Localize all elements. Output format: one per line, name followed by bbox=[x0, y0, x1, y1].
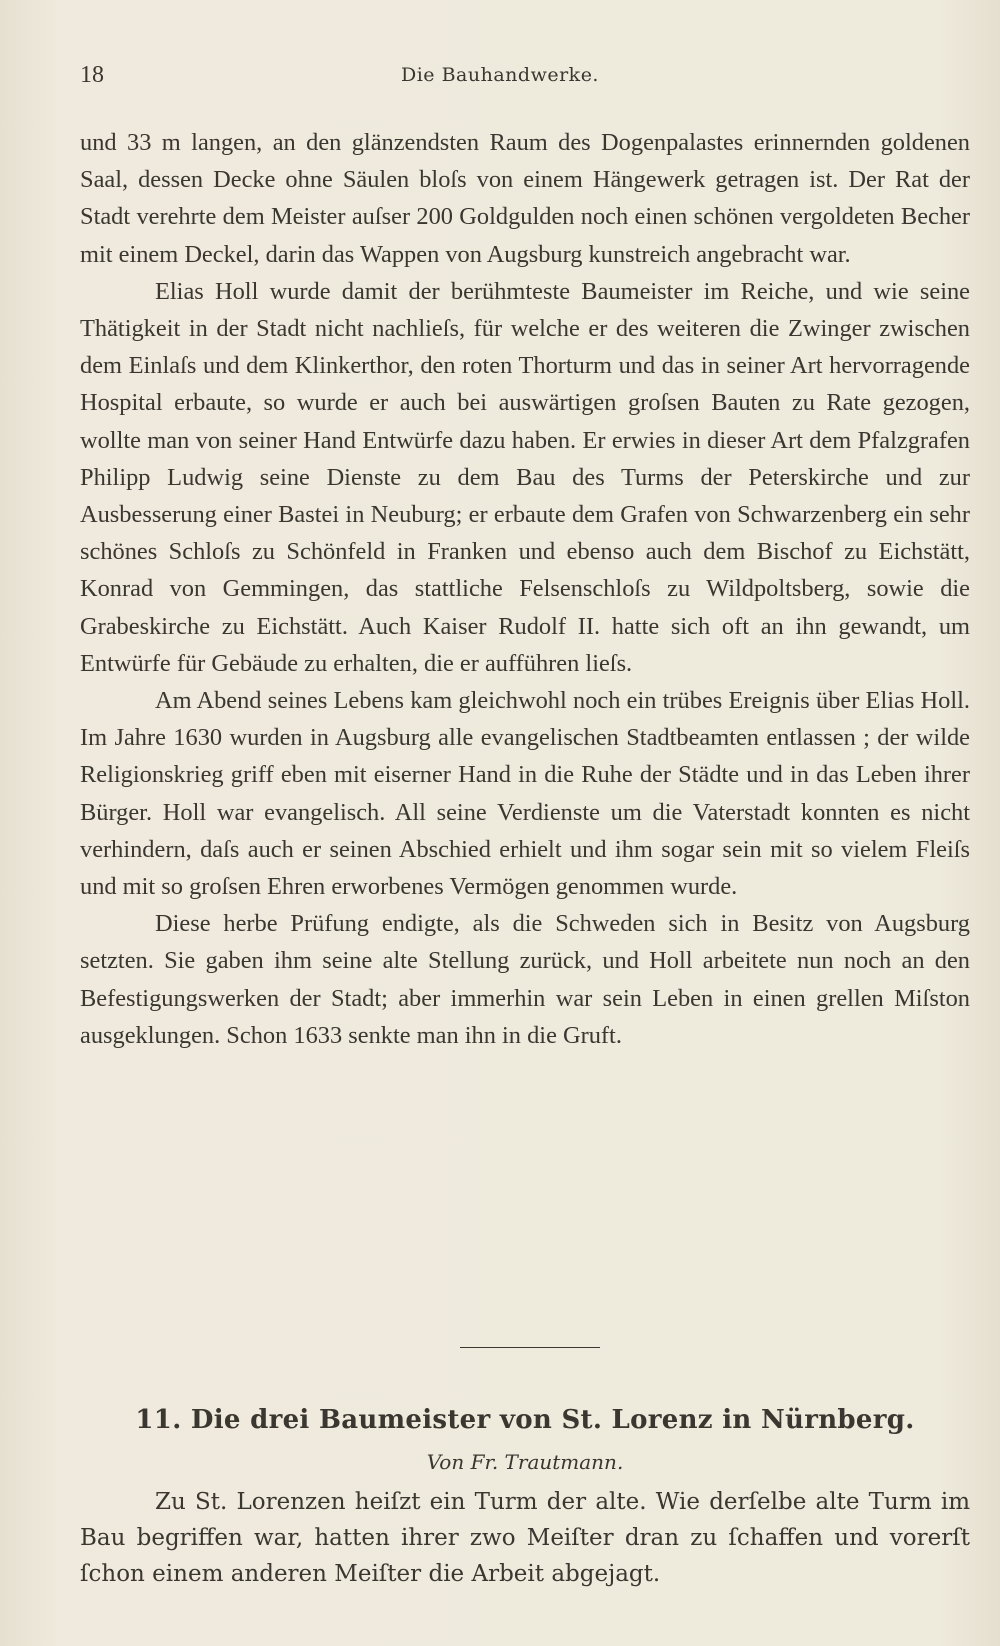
paragraph: Elias Holl wurde damit der berühmteste Baumeister im Reiche, und wie seine Thätigkeit in der Stadt nicht nachlieſs, für welche er des weiteren die Zwinger zwischen dem Einlaſs und dem Klinkerthor, den roten Thorturm und das in seiner Art hervorragende Hospital erbaute, so wurde er auch bei auswärtigen groſsen Bauten zu Rate gezogen, wollte man von seiner Hand Entwürfe dazu haben. Er erwies in dieser Art dem Pfalzgrafen Philipp Ludwig seine Dienste zu dem Bau des Turms der Peterskirche und zur Ausbesserung einer Bastei in Neuburg; er erbaute dem Grafen von Schwarzenberg ein sehr schönes Schloſs zu Schönfeld in Franken und ebenso auch dem Bischof zu Eichstätt, Konrad von Gemmingen, das stattliche Felsenschloſs zu Wildpoltsberg, sowie die Grabeskirche zu Eichstätt. Auch Kaiser Rudolf II. hatte sich oft an ihn gewandt, um Entwürfe für Gebäude zu erhalten, die er aufführen lieſs. bbox=[80, 277, 970, 677]
running-head: Die Bauhandwerke. bbox=[401, 64, 599, 86]
section-divider bbox=[460, 1347, 600, 1348]
page-number: 18 bbox=[80, 62, 104, 88]
paragraph: Zu St. Lorenzen heiſzt ein Turm der alte. Wie derſelbe alte Turm im Bau begriffen war, hatten ihrer zwo Meiſter dran zu ſchaffen und vorerſt ſchon einem anderen Meiſter die Arbeit abgejagt. bbox=[80, 1489, 970, 1587]
body-text bbox=[80, 124, 970, 1054]
chapter-title: 11. Die drei Baumeister von St. Lorenz in Nürnberg. bbox=[135, 1405, 915, 1435]
chapter-author: Von Fr. Trautmann. bbox=[426, 1450, 624, 1474]
paragraph: Am Abend seines Lebens kam gleichwohl noch ein trübes Ereignis über Elias Holl. Im Jahre 1630 wurden in Augsburg alle evangelischen Stadtbeamten entlassen ; der wilde Religionskrieg griff eben mit eiserner Hand in die Ruhe der Städte und in das Leben ihrer Bürger. Holl war evangelisch. All seine Verdienste um die Vaterstadt konnten es nicht verhindern, daſs auch er seinen Abschied erhielt und ihm sogar sein mit so vielem Fleiſs und mit so groſsen Ehren erworbenes Vermögen genommen wurde. bbox=[80, 687, 970, 901]
paragraph-continued: und 33 m langen, an den glänzendsten Raum des Dogenpalastes erinnernden goldenen Saal, dessen Decke ohne Säulen bloſs von einem Hängewerk getragen ist. Der Rat der Stadt verehrte dem Meister auſser 200 Goldgulden noch einen schönen vergoldeten Becher mit einem Deckel, darin das Wappen von Augsburg kunstreich angebracht war. bbox=[80, 129, 970, 268]
page-header bbox=[80, 62, 920, 92]
chapter-opening-text bbox=[80, 1484, 970, 1592]
paragraph: Diese herbe Prüfung endigte, als die Schweden sich in Besitz von Augsburg setzten. Sie gaben ihm seine alte Stellung zurück, und Holl arbeitete nun noch an den Befestigungswerken der Stadt; aber immerhin war sein Leben in einen grellen Miſston ausgeklungen. Schon 1633 senkte man ihn in die Gruft. bbox=[80, 910, 970, 1049]
